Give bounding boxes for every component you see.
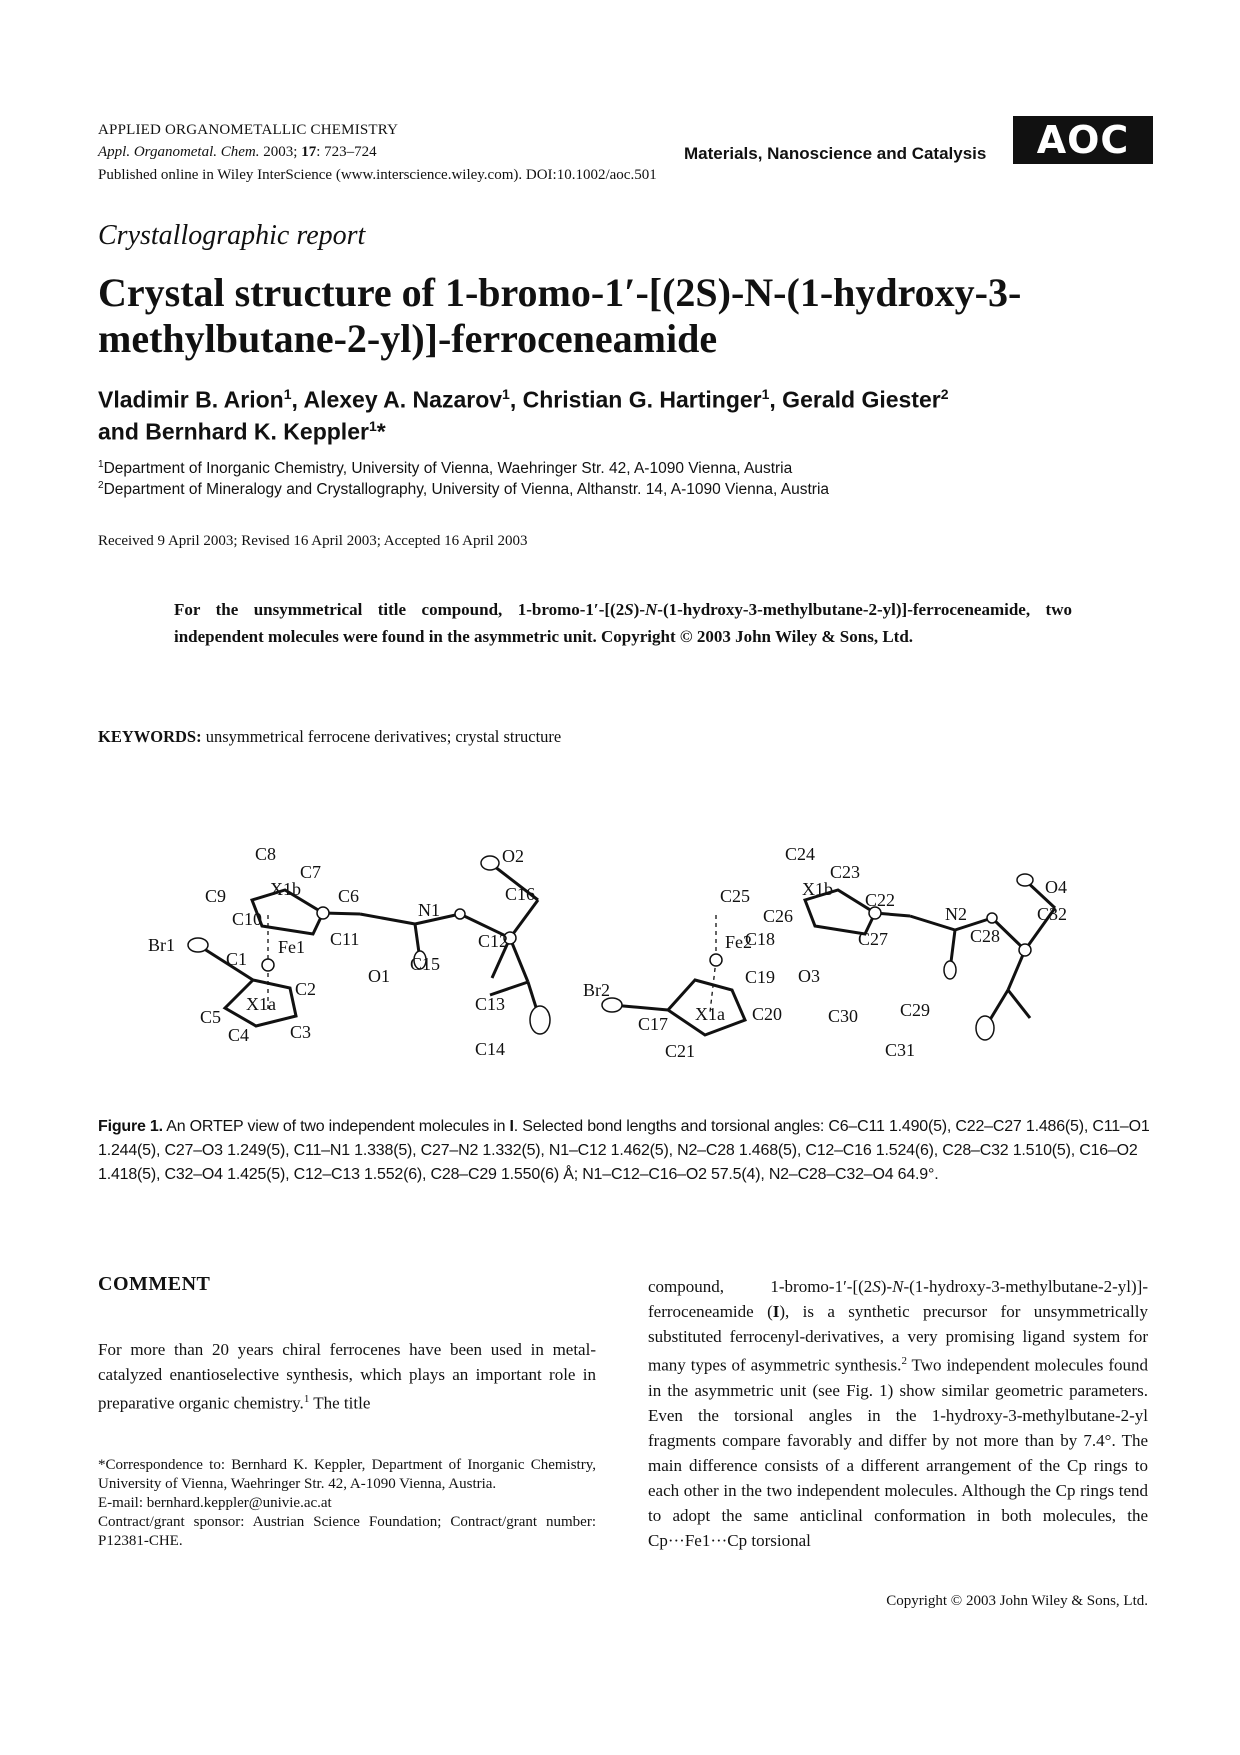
atom-label: C23 xyxy=(830,862,861,882)
atom-label: C2 xyxy=(295,979,317,999)
reference-marker: 1 xyxy=(303,1393,310,1405)
atom-label: C19 xyxy=(745,967,776,987)
atom-label: C18 xyxy=(745,929,776,949)
atom-label: Fe2 xyxy=(725,932,752,952)
title-line-1: Crystal structure of 1-bromo-1′-[(2S)-N-(1-hydroxy-3- xyxy=(98,270,1022,315)
citation xyxy=(98,144,377,161)
paragraph-text: Two independent molecules found in the asymmetric unit (see Fig. 1) show similar geometric parameters. Even the torsional angles in the 1-hydroxy-3-methylbutane-2-yl fragments compare favorably and differ by not more than by 7.4°. The main difference consists of a different arrangement of the Cp rings to each other in the two independent molecules. Although the Cp rings tend to adopt the same anticlinal conformation in both molecules, the Cp···Fe1···Cp torsional xyxy=(648,1355,1148,1550)
atom-label: C5 xyxy=(200,1007,222,1027)
author: , Alexey A. Nazarov xyxy=(291,386,503,413)
atom-label: X1b xyxy=(802,879,833,899)
atom-label: C25 xyxy=(720,886,751,906)
atom-label: O2 xyxy=(502,846,524,866)
correspondence-note: *Correspondence to: Bernhard K. Keppler, Department of Inorganic Chemistry, University of Vienna, Waehringer Str. 42, A-1090 Vienna, Austria. xyxy=(98,1457,596,1492)
abstract-text: )- xyxy=(633,600,645,619)
affil-marker: 1 xyxy=(283,386,292,402)
affil-marker: 1 xyxy=(761,386,770,402)
abstract-text: S xyxy=(624,600,634,619)
paragraph-text: For more than 20 years chiral ferrocenes have been used in metal-catalyzed enantioselective synthesis, which plays an important role in preparative organic chemistry. xyxy=(98,1340,596,1413)
paragraph-text: compound, 1-bromo-1′-[(2 xyxy=(648,1277,873,1296)
atom-label: C8 xyxy=(255,844,277,864)
paragraph-text: The title xyxy=(309,1393,371,1413)
atom-label: Br1 xyxy=(148,935,175,955)
caption-compound: I xyxy=(509,1118,514,1135)
atom-label: X1a xyxy=(695,1004,725,1024)
author: , Christian G. Hartinger xyxy=(509,386,762,413)
paragraph-text: )- xyxy=(880,1277,893,1296)
atom-label: C14 xyxy=(475,1039,506,1059)
author: , Gerald Giester xyxy=(769,386,941,413)
corresponding-marker: * xyxy=(376,418,386,445)
body-paragraph-right xyxy=(648,1274,1148,1553)
atom-label: C1 xyxy=(226,949,248,969)
atom-label: C3 xyxy=(290,1022,312,1042)
affil-text: Department of Mineralogy and Crystallography, University of Vienna, Althanstr. 14, A-1090 Vienna, Austria xyxy=(103,481,830,499)
citation-year: 2003; xyxy=(263,144,298,160)
copyright-notice: Copyright © 2003 John Wiley & Sons, Ltd. xyxy=(886,1593,1148,1609)
email-note: E-mail: bernhard.keppler@univie.ac.at xyxy=(98,1495,332,1511)
paragraph-text: N xyxy=(892,1277,904,1296)
affiliation-2 xyxy=(98,480,829,499)
grant-note: Contract/grant sponsor: Austrian Science Foundation; Contract/grant number: P12381-CHE. xyxy=(98,1514,596,1549)
atom-label: N1 xyxy=(418,900,440,920)
atom-label: C13 xyxy=(475,994,506,1014)
atom-label: C31 xyxy=(885,1040,916,1060)
atom-label: N2 xyxy=(945,904,967,924)
keywords xyxy=(98,727,561,747)
affil-text: Department of Inorganic Chemistry, University of Vienna, Waehringer Str. 42, A-1090 Vienna, Austria xyxy=(103,460,793,478)
atom-label: C4 xyxy=(228,1025,250,1045)
article-dates: Received 9 April 2003; Revised 16 April 2003; Accepted 16 April 2003 xyxy=(98,533,528,549)
ortep-figure xyxy=(120,820,1150,1100)
abstract xyxy=(174,596,1072,650)
paragraph-text: -(1-hydroxy-3-methylbutane-2-yl)]-ferroceneamide ( xyxy=(648,1277,1148,1321)
atom-label: C15 xyxy=(410,954,441,974)
atom-label: C20 xyxy=(752,1004,783,1024)
abstract-text: For the unsymmetrical title compound, 1-bromo-1′-[(2 xyxy=(174,600,625,619)
atom-label: Br2 xyxy=(583,980,610,1000)
author-list xyxy=(98,381,1168,444)
figure-caption xyxy=(98,1115,1158,1187)
section-heading: COMMENT xyxy=(98,1273,211,1295)
body-paragraph xyxy=(98,1337,596,1416)
affil-number: 2 xyxy=(98,480,104,491)
atom-label: C32 xyxy=(1037,904,1068,924)
paragraph-text: ), is a synthetic precursor for unsymmetrically substituted ferrocenyl-derivatives, a very promising ligand system for many types of asymmetric synthesis. xyxy=(648,1302,1148,1375)
atom-label: O1 xyxy=(368,966,390,986)
affiliation-1 xyxy=(98,459,792,478)
atom-label: C30 xyxy=(828,1006,859,1026)
atom-label: X1b xyxy=(270,879,301,899)
atom-label: C24 xyxy=(785,844,816,864)
atom-label: C11 xyxy=(330,929,360,949)
atom-label: C21 xyxy=(665,1041,696,1061)
footnote xyxy=(98,1456,596,1551)
abstract-text: N xyxy=(645,600,658,619)
atom-label: Fe1 xyxy=(278,937,305,957)
atom-label: C28 xyxy=(970,926,1001,946)
report-type: Crystallographic report xyxy=(98,220,366,251)
reference-marker: 2 xyxy=(901,1355,907,1367)
atom-label: C17 xyxy=(638,1014,669,1034)
atom-label: C6 xyxy=(338,886,360,906)
atom-label: O4 xyxy=(1045,877,1067,897)
caption-text: An ORTEP view of two independent molecules in xyxy=(162,1118,510,1135)
affil-marker: 1 xyxy=(502,386,510,402)
citation-pages: : 723–724 xyxy=(316,144,377,160)
keywords-label: KEYWORDS: xyxy=(98,727,202,746)
keywords-text: unsymmetrical ferrocene derivatives; crystal structure xyxy=(201,727,562,746)
atom-label: C12 xyxy=(478,931,509,951)
atom-label: C16 xyxy=(505,884,536,904)
atom-label: C7 xyxy=(300,862,322,882)
atom-label: C27 xyxy=(858,929,889,949)
abstract-text: -(1-hydroxy-3-methylbutane-2-yl)]-ferroceneamide, two independent molecules were found in the asymmetric unit. Copyright © 2003 John Wiley & Sons, Ltd. xyxy=(174,600,1072,646)
affil-marker: 2 xyxy=(940,386,949,402)
atom-label: C22 xyxy=(865,890,896,910)
section-label: Materials, Nanoscience and Catalysis xyxy=(684,144,987,163)
atom-label: C9 xyxy=(205,886,227,906)
atom-label: O3 xyxy=(798,966,820,986)
journal-logo: AOC xyxy=(1013,116,1153,164)
title-line-2: methylbutane-2-yl)]-ferroceneamide xyxy=(98,316,718,361)
caption-label: Figure 1. xyxy=(98,1118,163,1135)
journal-name: APPLIED ORGANOMETALLIC CHEMISTRY xyxy=(98,122,399,138)
affil-number: 1 xyxy=(98,459,104,470)
atom-label: C26 xyxy=(763,906,794,926)
atom-label: X1a xyxy=(246,994,276,1014)
paragraph-text: S xyxy=(872,1277,881,1296)
paragraph-text: I xyxy=(772,1302,780,1321)
affil-marker: 1 xyxy=(368,417,377,434)
publication-info: Published online in Wiley InterScience (www.interscience.wiley.com). DOI:10.1002/aoc.501 xyxy=(98,167,657,183)
article-title xyxy=(98,270,1158,362)
atom-label: C29 xyxy=(900,1000,931,1020)
author: and Bernhard K. Keppler xyxy=(98,418,369,445)
citation-journal: Appl. Organometal. Chem. xyxy=(98,144,260,160)
atom-label: C10 xyxy=(232,909,263,929)
caption-text: . Selected bond lengths and torsional angles: C6–C11 1.490(5), C22–C27 1.486(5), C11–O1 1.244(5), C27–O3 1.249(5), C11–N1 1.338(5), C27–N2 1.332(5), N1–C12 1.462(5), N2–C28 1.468(5), C12–C16 1.524(6), C28–C32 1.510(5), C16–O2 1.418(5), C32–O4 1.425(5), C12–C13 1.552(6), C28–C29 1.550(6) Å; N1–C12–C16–O2 57.5(4), N2–C28–C32–O4 64.9°. xyxy=(98,1118,1150,1183)
author: Vladimir B. Arion xyxy=(98,386,284,413)
citation-volume: 17 xyxy=(301,144,317,160)
